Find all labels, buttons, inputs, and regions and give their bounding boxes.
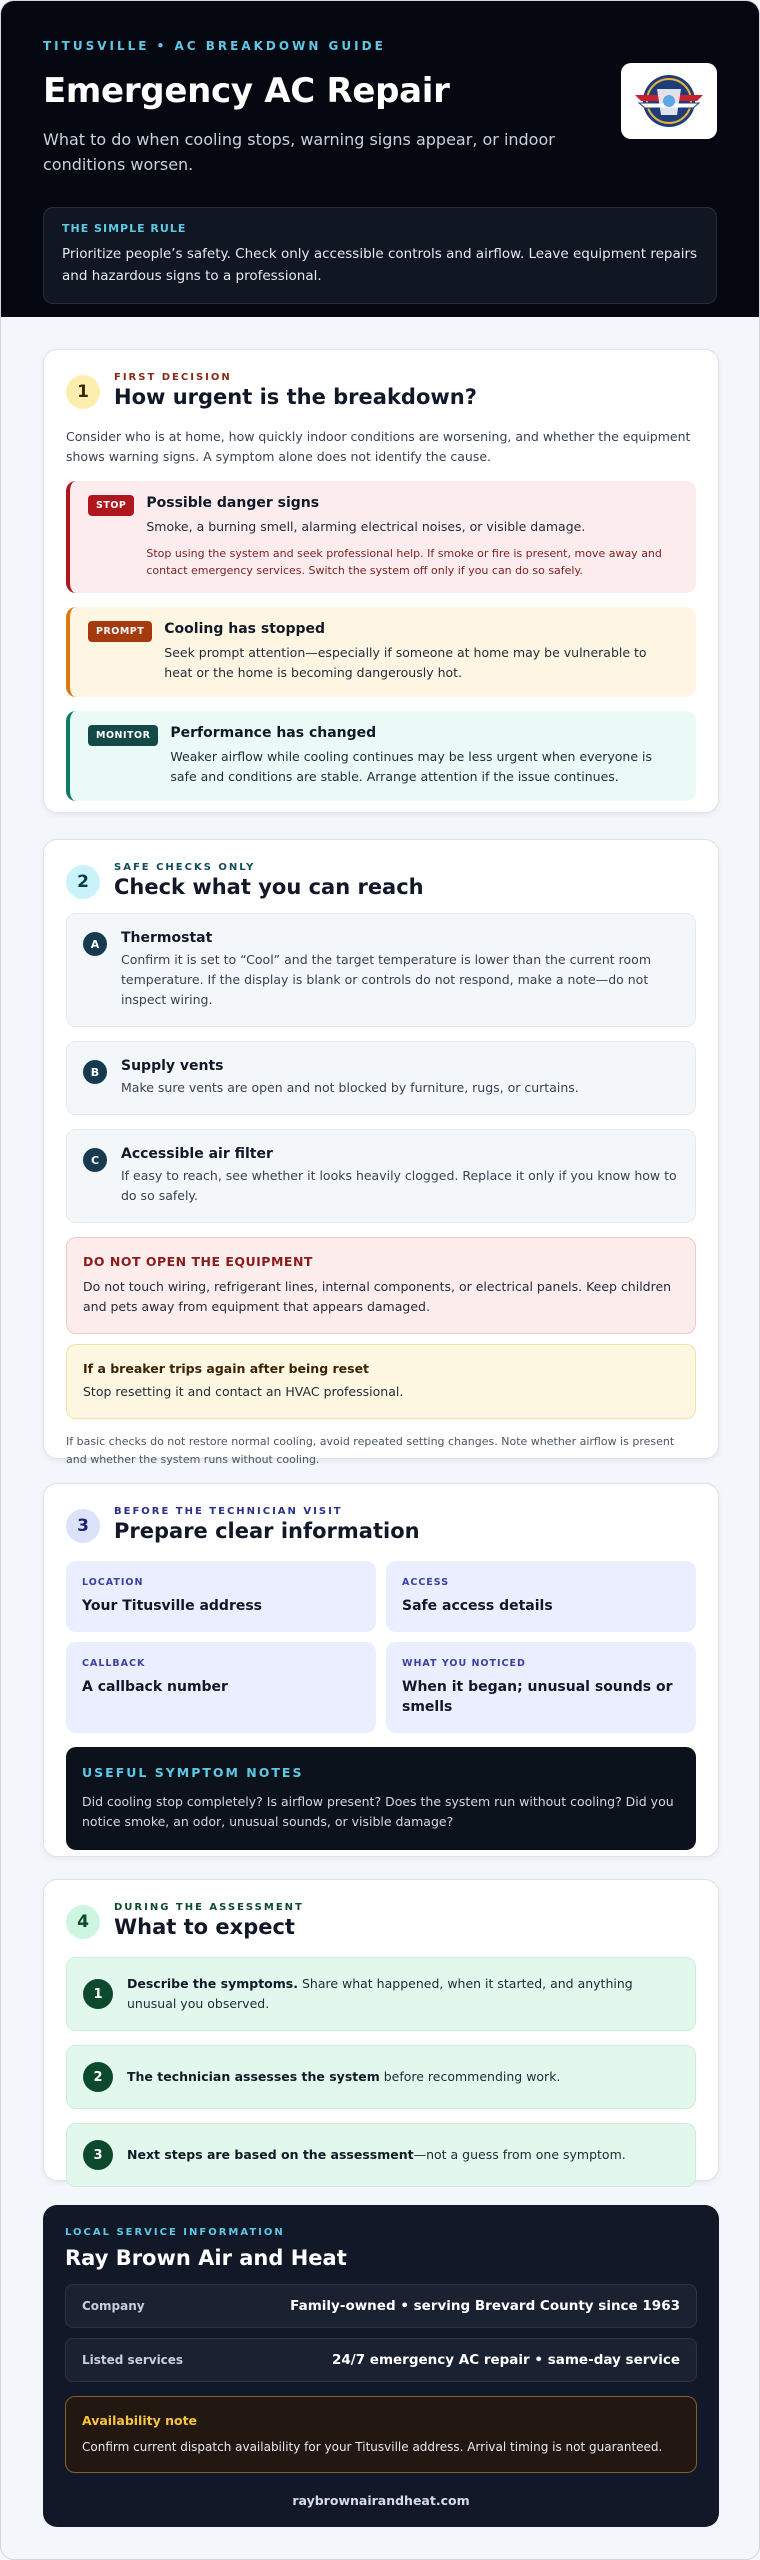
simple-rule-text: Prioritize people’s safety. Check only accessible controls and airflow. Leave equipment repairs and hazardous signs to a professional.: [62, 246, 698, 284]
service-title: Ray Brown Air and Heat: [65, 2246, 347, 2270]
breaker-warning: [66, 1344, 696, 1419]
info-tile-access: [386, 1561, 696, 1632]
availability-title: Availability note: [82, 2413, 198, 2428]
stop-badge: STOP: [88, 495, 134, 516]
service-row-label: Listed services: [82, 2353, 184, 2367]
check-desc: Make sure vents are open and not blocked by furniture, rugs, or curtains.: [121, 1080, 579, 1095]
urgency-section: [43, 349, 719, 813]
urgency-item-title: Possible danger signs: [146, 495, 320, 511]
check-desc: If easy to reach, see whether it looks heavily clogged. Replace it only if you know how to do so safely.: [121, 1168, 677, 1203]
check-title: Thermostat: [121, 930, 213, 946]
section-kicker: SAFE CHECKS ONLY: [114, 862, 256, 873]
tile-value: Your Titusville address: [82, 1598, 263, 1614]
section-header: [66, 1902, 696, 1939]
tile-key: WHAT YOU NOTICED: [402, 1658, 526, 1669]
step-rest: before recommending work.: [379, 2069, 561, 2084]
section-kicker: FIRST DECISION: [114, 372, 232, 383]
company-logo: [621, 63, 717, 139]
local-service-section: [43, 2205, 719, 2527]
availability-note: [65, 2396, 697, 2473]
urgency-item-desc: Weaker airflow while cooling continues may be less urgent when everyone is safe and conditions are stable. Arrange attention if the issue continues.: [170, 749, 652, 784]
website-link[interactable]: raybrownairandheat.com: [292, 2493, 470, 2508]
check-desc: Confirm it is set to “Cool” and the target temperature is lower than the current room temperature. If the display is blank or controls do not respond, make a note—do not inspect wiring.: [121, 952, 651, 1007]
symptom-notes-text: Did cooling stop completely? Is airflow present? Does the system run without cooling? Did you notice smoke, an odor, unusual sounds, or visible damage?: [82, 1794, 674, 1829]
urgency-item-note: Stop using the system and seek professional help. If smoke or fire is present, move away and contact emergency services. Switch the system off only if you can do so safely.: [146, 547, 662, 577]
tile-value: When it began; unusual sounds or smells: [402, 1679, 673, 1715]
check-letter: B: [83, 1060, 107, 1084]
hero-subtitle: What to do when cooling stops, warning signs appear, or indoor conditions worsen.: [43, 130, 555, 174]
step-text: [127, 1974, 679, 2014]
step-bold: Describe the symptoms.: [127, 1976, 298, 1991]
simple-rule-title: THE SIMPLE RULE: [62, 222, 187, 235]
what-to-expect-section: [43, 1879, 719, 2181]
prompt-badge: PROMPT: [88, 621, 152, 642]
section-title: What to expect: [114, 1915, 295, 1939]
check-supply-vents: [66, 1041, 696, 1115]
section-number: 2: [66, 865, 100, 899]
safe-checks-section: [43, 839, 719, 1466]
section-number: 3: [66, 1509, 100, 1543]
check-title: Accessible air filter: [121, 1146, 273, 1162]
check-title: Supply vents: [121, 1058, 224, 1074]
hero-header: [1, 1, 759, 317]
expect-step: [66, 2123, 696, 2187]
section-kicker: DURING THE ASSESSMENT: [114, 1902, 304, 1913]
section-number: 1: [66, 375, 100, 409]
service-row-company: [65, 2284, 697, 2328]
info-grid: [66, 1561, 696, 1733]
urgency-monitor-item: [66, 711, 696, 801]
service-row-services: [65, 2338, 697, 2382]
urgency-stop-item: [66, 481, 696, 593]
tile-value: A callback number: [82, 1679, 228, 1695]
breaker-text: Stop resetting it and contact an HVAC professional.: [83, 1384, 404, 1399]
step-number: 2: [83, 2062, 113, 2092]
section-header: [66, 372, 696, 409]
urgency-item-desc: Seek prompt attention—especially if someone at home may be vulnerable to heat or the home is becoming dangerously hot.: [164, 645, 647, 680]
hero-eyebrow: TITUSVILLE • AC BREAKDOWN GUIDE: [43, 39, 386, 53]
section-header: [66, 1506, 696, 1543]
step-text: [127, 2145, 626, 2165]
check-letter: C: [83, 1148, 107, 1172]
checks-footnote: If basic checks do not restore normal cooling, avoid repeated setting changes. Note whether airflow is present and whether the system runs without cooling.: [66, 1435, 675, 1466]
tile-value: Safe access details: [402, 1598, 553, 1614]
urgency-item-desc: Smoke, a burning smell, alarming electrical noises, or visible damage.: [146, 519, 586, 534]
step-bold: Next steps are based on the assessment: [127, 2147, 414, 2162]
tile-key: CALLBACK: [82, 1658, 146, 1669]
section-title: Check what you can reach: [114, 875, 424, 899]
section-title: Prepare clear information: [114, 1519, 420, 1543]
warning-title: DO NOT OPEN THE EQUIPMENT: [83, 1254, 313, 1269]
symptom-notes-box: [66, 1747, 696, 1850]
expect-step: [66, 1957, 696, 2031]
section-kicker: BEFORE THE TECHNICIAN VISIT: [114, 1506, 343, 1517]
breaker-title: If a breaker trips again after being reset: [83, 1361, 370, 1376]
expect-step: [66, 2045, 696, 2109]
service-kicker: LOCAL SERVICE INFORMATION: [65, 2227, 285, 2238]
check-thermostat: [66, 913, 696, 1027]
step-rest: —not a guess from one symptom.: [413, 2147, 626, 2162]
monitor-badge: MONITOR: [88, 725, 158, 746]
check-letter: A: [83, 932, 107, 956]
service-row-value: Family-owned • serving Brevard County since 1963: [290, 2298, 680, 2314]
info-tile-location: [66, 1561, 376, 1632]
step-rest: Share what happened, when it started, and anything unusual you observed.: [127, 1976, 633, 2011]
step-text: [127, 2067, 560, 2087]
step-number: 1: [83, 1979, 113, 2009]
urgency-item-title: Cooling has stopped: [164, 621, 326, 637]
simple-rule-box: [43, 207, 717, 304]
section-number: 4: [66, 1905, 100, 1939]
step-bold: The technician assesses the system: [127, 2069, 380, 2084]
tile-key: LOCATION: [82, 1577, 144, 1588]
warning-text: Do not touch wiring, refrigerant lines, internal components, or electrical panels. Keep children and pets away from equipment that appears damaged.: [83, 1279, 672, 1314]
section-intro: Consider who is at home, how quickly indoor conditions are worsening, and whether the equipment shows warning signs. A symptom alone does not identify the cause.: [66, 429, 691, 464]
tile-key: ACCESS: [402, 1577, 450, 1588]
service-row-value: 24/7 emergency AC repair • same-day service: [331, 2352, 680, 2368]
urgency-item-title: Performance has changed: [170, 725, 377, 741]
section-title: How urgent is the breakdown?: [114, 385, 477, 409]
page-title: Emergency AC Repair: [43, 71, 450, 111]
section-header: [66, 862, 696, 899]
do-not-open-warning: [66, 1237, 696, 1334]
check-air-filter: [66, 1129, 696, 1223]
info-tile-noticed: [386, 1642, 696, 1733]
symptom-notes-title: USEFUL SYMPTOM NOTES: [82, 1765, 304, 1780]
urgency-prompt-item: [66, 607, 696, 697]
prepare-info-section: [43, 1483, 719, 1857]
service-row-label: Company: [82, 2299, 145, 2313]
info-tile-callback: [66, 1642, 376, 1733]
step-number: 3: [83, 2140, 113, 2170]
availability-text: Confirm current dispatch availability for your Titusville address. Arrival timing is not guaranteed.: [82, 2440, 663, 2454]
logo-emblem-icon: [631, 71, 707, 131]
